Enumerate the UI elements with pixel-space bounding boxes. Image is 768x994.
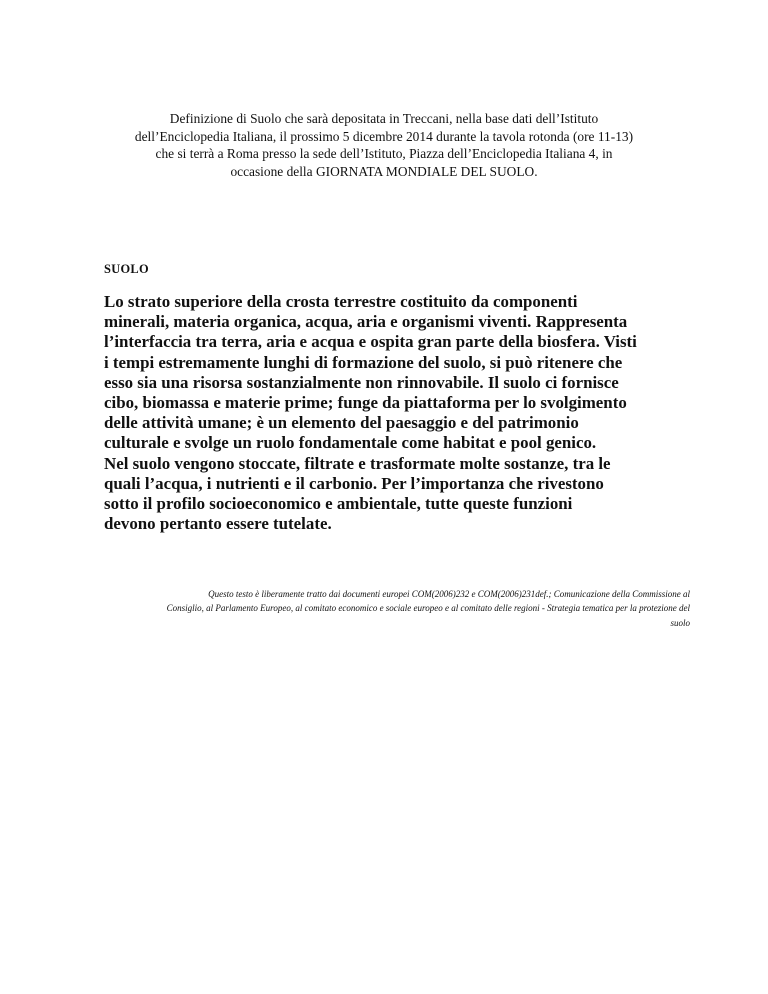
definition-line: i tempi estremamente lunghi di formazione del suolo, si può ritenere che [104, 352, 623, 372]
section-heading: SUOLO [104, 262, 149, 276]
definition-line: quali l’acqua, i nutrienti e il carbonio. Per l’importanza che rivestono [104, 473, 604, 493]
definition-line: culturale e svolge un ruolo fondamentale come habitat e pool genico. [104, 433, 597, 453]
definition-line: cibo, biomassa e materie prime; funge da piattaforma per lo svolgimento [104, 393, 627, 413]
definition-line: sotto il profilo socioeconomico e ambientale, tutte queste funzioni [104, 494, 573, 514]
definition-line: devono pertanto essere tutelate. [104, 514, 332, 534]
intro-line: dell’Enciclopedia Italiana, il prossimo 5 dicembre 2014 durante la tavola rotonda (ore 11-13) [134, 128, 634, 144]
intro-line: che si terrà a Roma presso la sede dell’Istituto, Piazza dell’Enciclopedia Italiana 4, in [155, 146, 613, 162]
source-footnote [100, 587, 690, 630]
footnote-line: Questo testo è liberamente tratto dai documenti europei COM(2006)232 e COM(2006)231def.; Comunicazione della Commissione al [208, 589, 690, 599]
intro-line: Definizione di Suolo che sarà depositata in Treccani, nella base dati dell’Istituto [169, 111, 599, 126]
intro-line: occasione della GIORNATA MONDIALE DEL SUOLO. [230, 163, 538, 179]
definition-line: Lo strato superiore della crosta terrestre costituito da componenti [104, 292, 578, 311]
definition-line: delle attività umane; è un elemento del paesaggio e del patrimonio [104, 413, 579, 433]
footnote-line: Consiglio, al Parlamento Europeo, al comitato economico e sociale europeo e al comitato delle regioni - Strategia tematica per la protezione del [166, 603, 690, 614]
intro-paragraph [90, 110, 678, 180]
definition-line: minerali, materia organica, acqua, aria e organismi viventi. Rappresenta [104, 312, 628, 332]
definition-line: Nel suolo vengono stoccate, filtrate e trasformate molte sostanze, tra le [104, 453, 611, 473]
definition-line: l’interfaccia tra terra, aria e acqua e ospita gran parte della biosfera. Visti [104, 332, 637, 352]
definition-line: esso sia una risorsa sostanzialmente non rinnovabile. Il suolo ci fornisce [104, 372, 619, 392]
footnote-line: suolo [670, 617, 690, 628]
definition-paragraph [104, 292, 684, 534]
